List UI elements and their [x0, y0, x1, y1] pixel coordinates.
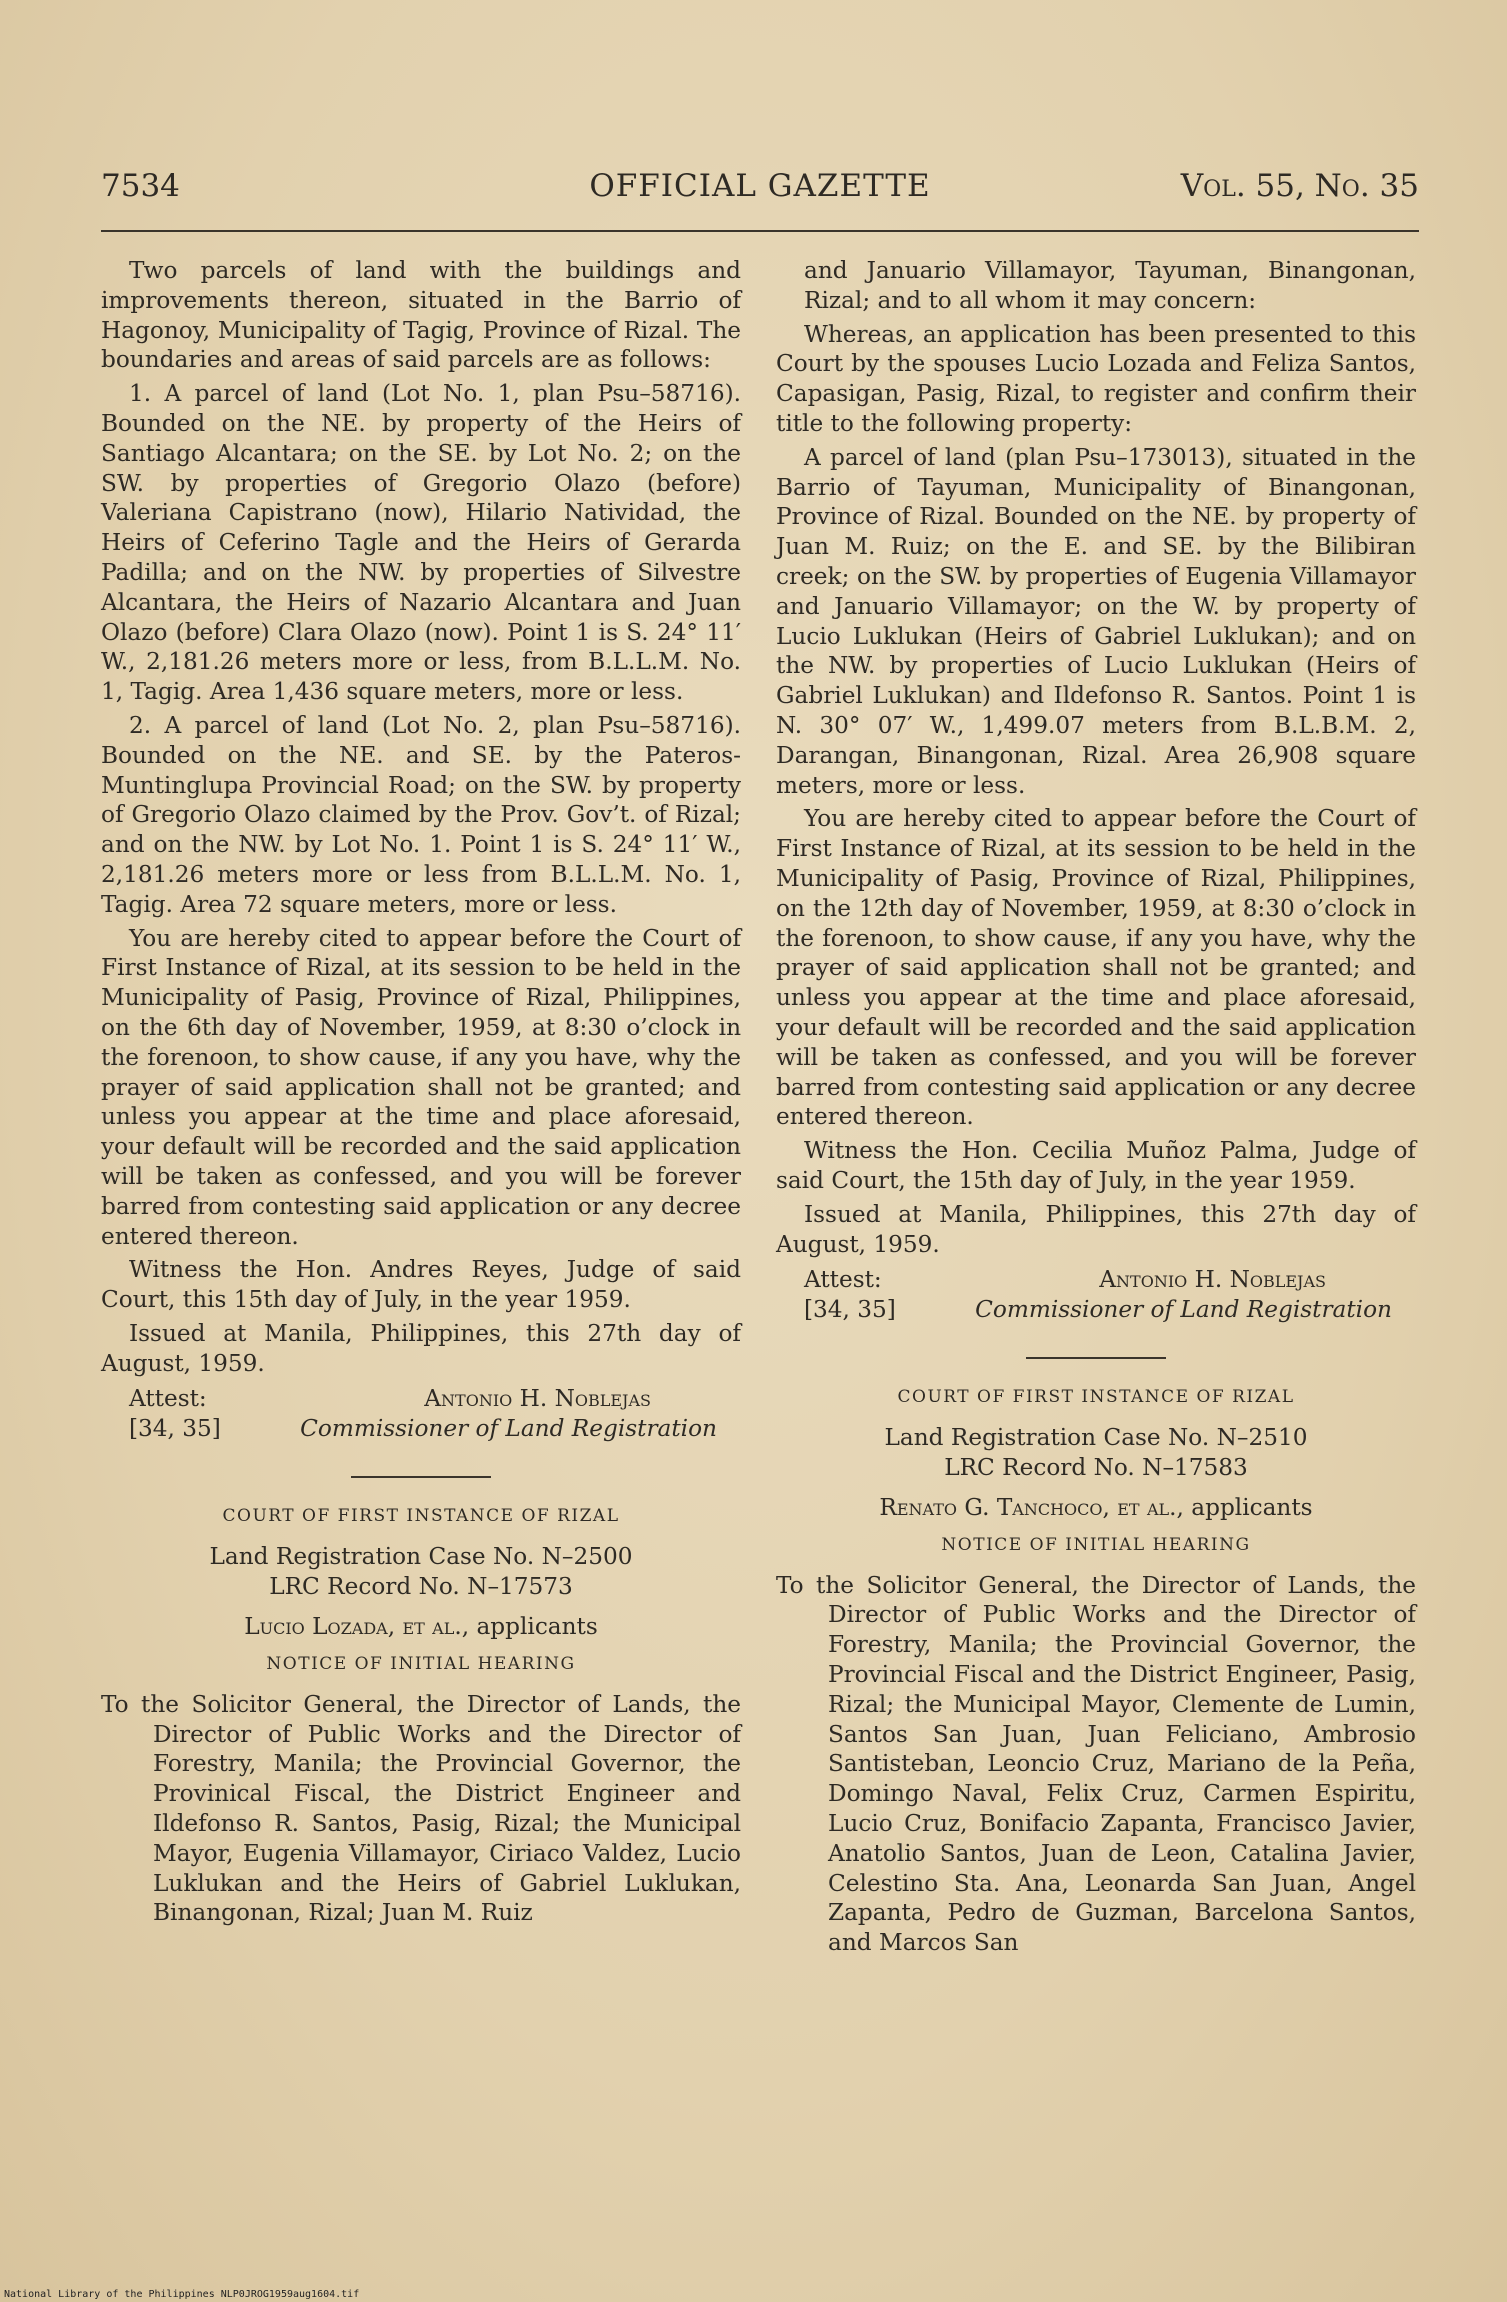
attest-label: Attest:	[804, 1266, 882, 1294]
case-number: Land Registration Case No. N–2500	[209, 1543, 633, 1571]
header-rule	[101, 230, 1419, 232]
attest-label: Attest:	[129, 1385, 207, 1413]
applicant-role: , applicants	[1176, 1494, 1313, 1522]
lrc-record: LRC Record No. N–17573	[269, 1573, 573, 1601]
paragraph: Whereas, an application has been presented to this Court by the spouses Lucio Lozada and Feliza Santos, Capasigan, Pasig, Rizal, to register and confirm their title to the following property:	[776, 320, 1416, 437]
attest-ref: [34, 35]	[804, 1296, 896, 1324]
notice-heading: NOTICE OF INITIAL HEARING	[941, 1534, 1251, 1555]
applicants	[776, 1493, 1416, 1523]
court-heading: COURT OF FIRST INSTANCE OF RIZAL	[897, 1387, 1295, 1408]
applicant-name: Lucio Lozada, et al.	[244, 1613, 462, 1641]
paragraph: You are hereby cited to appear before the Court of First Instance of Rizal, at its session to be held in the Municipality of Pasig, Province of Rizal, Philippines, on the 6th day of November, 1959, at 8:30 o’clock in the forenoon, to show cause, if any you have, why the prayer of said application shall not be granted; and unless you appear at the time and place aforesaid, your default will be recorded and the said application will be taken as confessed, and you will be forever barred from contesting said application or any decree entered thereon.	[101, 924, 741, 1250]
attestation	[101, 1384, 741, 1446]
paragraph: You are hereby cited to appear before the Court of First Instance of Rizal, at its session to be held in the Municipality of Pasig, Province of Rizal, Philippines, on the 12th day of November, 1959, at 8:30 o’clock in the forenoon, to show cause, if any you have, why the prayer of said application shall not be granted; and unless you appear at the time and place aforesaid, your default will be recorded and the said application will be taken as confessed, and you will be forever barred from contesting said application or any decree entered thereon.	[776, 805, 1416, 1131]
section-divider	[1026, 1357, 1166, 1359]
notice-heading: NOTICE OF INITIAL HEARING	[266, 1654, 576, 1675]
paragraph: Witness the Hon. Andres Reyes, Judge of said Court, this 15th day of July, in the year 1959.	[101, 1256, 741, 1314]
court-heading: COURT OF FIRST INSTANCE OF RIZAL	[222, 1506, 620, 1527]
left-column	[101, 256, 741, 1932]
scan-footer: National Library of the Philippines NLP0JROG1959aug1604.tif	[4, 2289, 360, 2300]
paragraph: 1. A parcel of land (Lot No. 1, plan Psu–58716). Bounded on the NE. by property of the Heirs of Santiago Alcantara; on the SE. by Lot No. 2; on the SW. by properties of Gregorio Olazo (before) Valeriana Capistrano (now), Hilario Natividad, the Heirs of Ceferino Tagle and the Heirs of Gerarda Padilla; and on the NW. by properties of Silvestre Alcantara, the Heirs of Nazario Alcantara and Juan Olazo (before) Clara Olazo (now). Point 1 is S. 24° 11′ W., 2,181.26 meters more or less, from B.L.L.M. No. 1, Tagig. Area 1,436 square meters, more or less.	[101, 380, 741, 706]
page-number: 7534	[101, 168, 180, 204]
case-number: Land Registration Case No. N–2510	[884, 1424, 1308, 1452]
paragraph: 2. A parcel of land (Lot No. 2, plan Psu–58716). Bounded on the NE. and SE. by the Pateros-Muntinglupa Provincial Road; on the SW. by property of Gregorio Olazo claimed by the Prov. Gov’t. of Rizal; and on the NW. by Lot No. 1. Point 1 is S. 24° 11′ W., 2,181.26 meters more or less from B.L.L.M. No. 1, Tagig. Area 72 square meters, more or less.	[101, 711, 741, 918]
applicants	[101, 1612, 741, 1642]
attest-name: Antonio H. Noblejas	[1099, 1266, 1326, 1294]
paragraph: Issued at Manila, Philippines, this 27th day of August, 1959.	[101, 1319, 741, 1377]
paragraph: Two parcels of land with the buildings and improvements thereon, situated in the Barrio of Hagonoy, Municipality of Tagig, Province of Rizal. The boundaries and areas of said parcels are as follows:	[101, 257, 741, 374]
addressees: To the Solicitor General, the Director of Lands, the Director of Public Works and the Director of Forestry, Manila; the Provincial Governor, the Provincial Fiscal and the District Engineer, Pasig, Rizal; the Municipal Mayor, Clemente de Lumin, Santos San Juan, Juan Feliciano, Ambrosio Santisteban, Leoncio Cruz, Mariano de la Peña, Domingo Naval, Felix Cruz, Carmen Espiritu, Lucio Cruz, Bonifacio Zapanta, Francisco Javier, Anatolio Santos, Juan de Leon, Catalina Javier, Celestino Sta. Ana, Leonarda San Juan, Angel Zapanta, Pedro de Guzman, Barcelona Santos, and Marcos San	[776, 1571, 1416, 1957]
attest-name: Antonio H. Noblejas	[424, 1385, 651, 1413]
paragraph: A parcel of land (plan Psu–173013), situated in the Barrio of Tayuman, Municipality of Binangonan, Province of Rizal. Bounded on the NE. by property of Juan M. Ruiz; on the E. and SE. by the Bilibiran creek; on the SW. by properties of Eugenia Villamayor and Januario Villamayor; on the W. by property of Lucio Luklukan (Heirs of Gabriel Luklukan); and on the NW. by properties of Lucio Luklukan (Heirs of Gabriel Luklukan) and Ildefonso R. Santos. Point 1 is N. 30° 07′ W., 1,499.07 meters from B.L.B.M. 2, Darangan, Binangonan, Rizal. Area 26,908 square meters, more or less.	[776, 443, 1416, 799]
paragraph: Witness the Hon. Cecilia Muñoz Palma, Judge of said Court, the 15th day of July, in the year 1959.	[776, 1137, 1416, 1194]
attest-title: Commissioner of Land Registration	[975, 1296, 1392, 1324]
publication-title: OFFICIAL GAZETTE	[589, 168, 931, 204]
paragraph: Issued at Manila, Philippines, this 27th day of August, 1959.	[776, 1200, 1416, 1258]
volume-number: Vol. 55, No. 35	[1180, 168, 1419, 204]
applicant-role: , applicants	[461, 1613, 598, 1641]
applicant-name: Renato G. Tanchoco, et al.	[879, 1494, 1177, 1522]
attestation	[776, 1265, 1416, 1327]
lrc-record: LRC Record No. N–17583	[944, 1454, 1248, 1482]
attest-ref: [34, 35]	[129, 1415, 221, 1443]
attest-title: Commissioner of Land Registration	[300, 1415, 717, 1443]
page-header	[101, 168, 1419, 212]
addressees-continued: and Januario Villamayor, Tayuman, Binangonan, Rizal; and to all whom it may concern:	[804, 257, 1416, 314]
addressees: To the Solicitor General, the Director of Lands, the Director of Public Works and the Director of Forestry, Manila; the Provincial Governor, the Provinical Fiscal, the District Engineer and Ildefonso R. Santos, Pasig, Rizal; the Municipal Mayor, Eugenia Villamayor, Ciriaco Valdez, Lucio Luklukan and the Heirs of Gabriel Luklukan, Binangonan, Rizal; Juan M. Ruiz	[101, 1690, 741, 1927]
section-divider	[351, 1476, 491, 1478]
right-column	[776, 256, 1416, 1962]
